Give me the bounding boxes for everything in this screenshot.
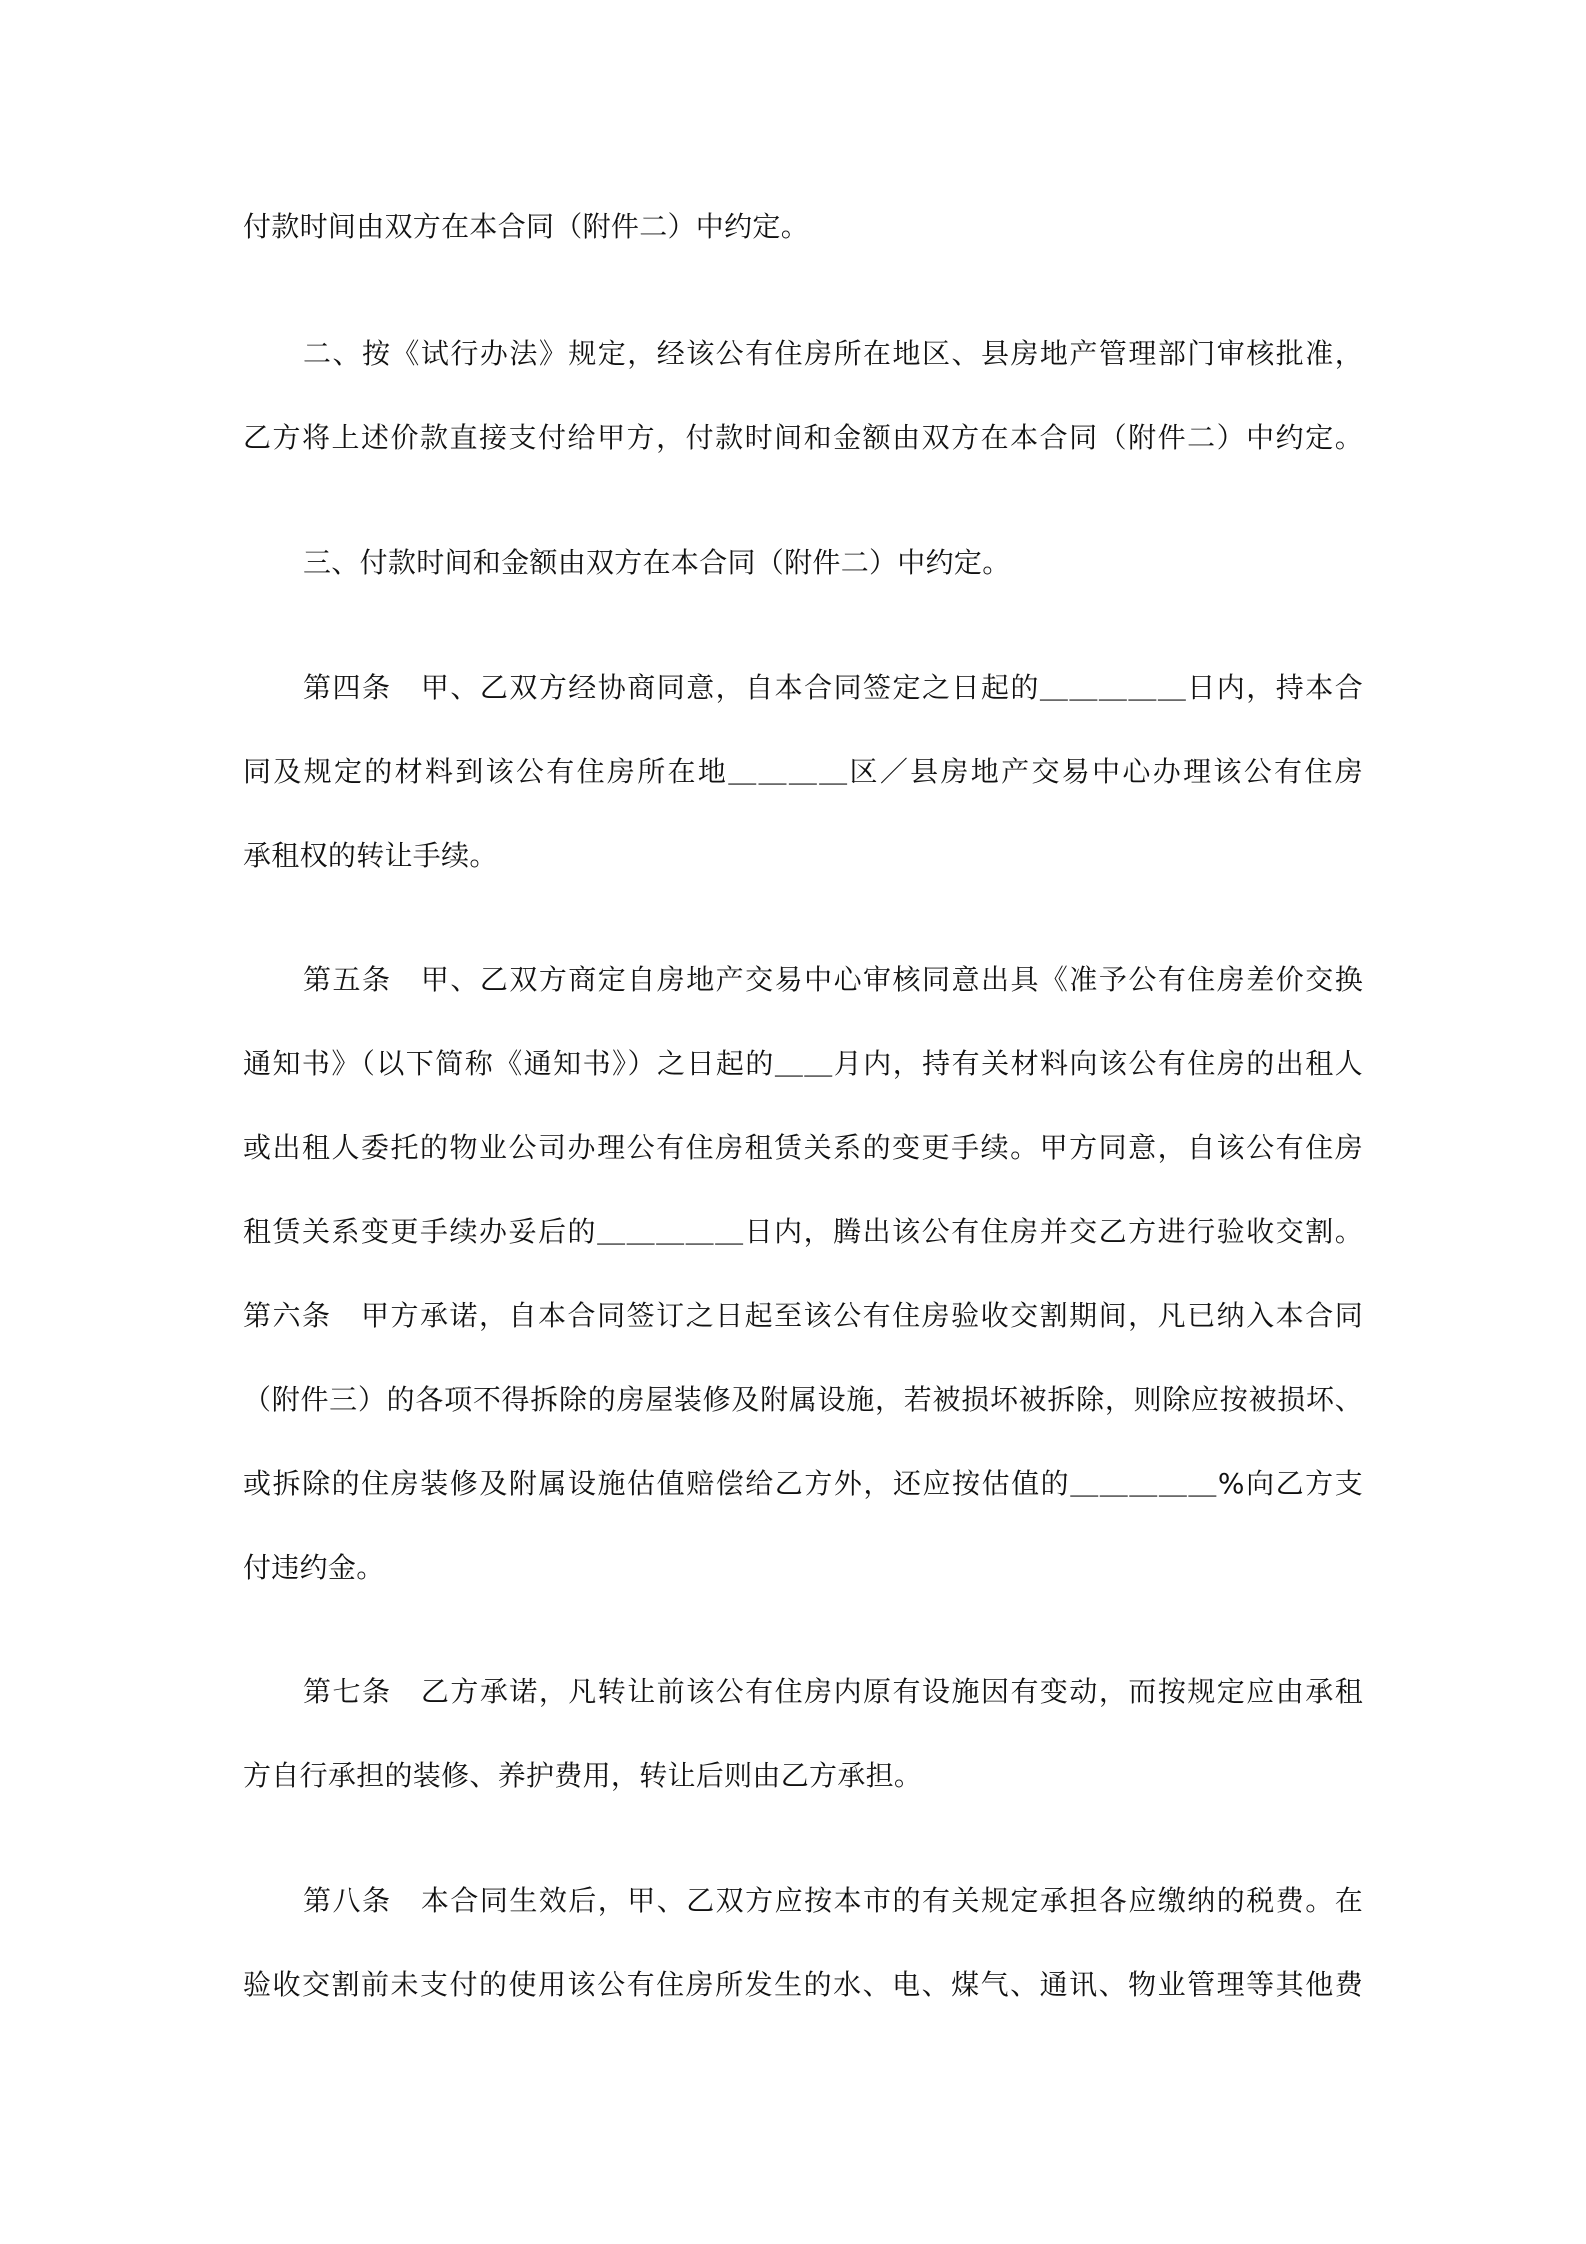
- text-line: 同及规定的材料到该公有住房所在地＿＿＿＿区／县房地产交易中心办理该公有住房: [243, 755, 1363, 788]
- text-line: 付违约金。: [243, 1551, 385, 1584]
- text-line: 二、按《试行办法》规定，经该公有住房所在地区、县房地产管理部门审核批准，: [303, 337, 1363, 370]
- text-line: 验收交割前未支付的使用该公有住房所发生的水、电、煤气、通讯、物业管理等其他费: [243, 1968, 1363, 2001]
- text-line: 乙方将上述价款直接支付给甲方，付款时间和金额由双方在本合同（附件二）中约定。: [243, 421, 1363, 454]
- text-line: 通知书》（以下简称《通知书》）之日起的＿＿月内，持有关材料向该公有住房的出租人: [243, 1047, 1363, 1080]
- text-line: 第七条 乙方承诺，凡转让前该公有住房内原有设施因有变动，而按规定应由承租: [303, 1675, 1363, 1708]
- text-line: 或拆除的住房装修及附属设施估值赔偿给乙方外，还应按估值的＿＿＿＿＿%向乙方支: [243, 1467, 1363, 1500]
- text-line: 三、付款时间和金额由双方在本合同（附件二）中约定。: [303, 546, 1011, 579]
- text-line: 第四条 甲、乙双方经协商同意，自本合同签定之日起的＿＿＿＿＿日内，持本合: [303, 671, 1363, 704]
- text-line: 方自行承担的装修、养护费用，转让后则由乙方承担。: [243, 1759, 923, 1792]
- text-line: （附件三）的各项不得拆除的房屋装修及附属设施，若被损坏被拆除，则除应按被损坏、: [243, 1383, 1363, 1416]
- text-line: 第六条 甲方承诺，自本合同签订之日起至该公有住房验收交割期间，凡已纳入本合同: [243, 1299, 1363, 1332]
- text-line: 承租权的转让手续。: [243, 839, 498, 872]
- text-line: 或出租人委托的物业公司办理公有住房租赁关系的变更手续。甲方同意，自该公有住房: [243, 1131, 1363, 1164]
- text-line: 第五条 甲、乙双方商定自房地产交易中心审核同意出具《准予公有住房差价交换: [303, 963, 1363, 996]
- text-line: 付款时间由双方在本合同（附件二）中约定。: [243, 210, 810, 243]
- text-line: 第八条 本合同生效后，甲、乙双方应按本市的有关规定承担各应缴纳的税费。在: [303, 1884, 1363, 1917]
- text-line: 租赁关系变更手续办妥后的＿＿＿＿＿日内，腾出该公有住房并交乙方进行验收交割。: [243, 1215, 1363, 1248]
